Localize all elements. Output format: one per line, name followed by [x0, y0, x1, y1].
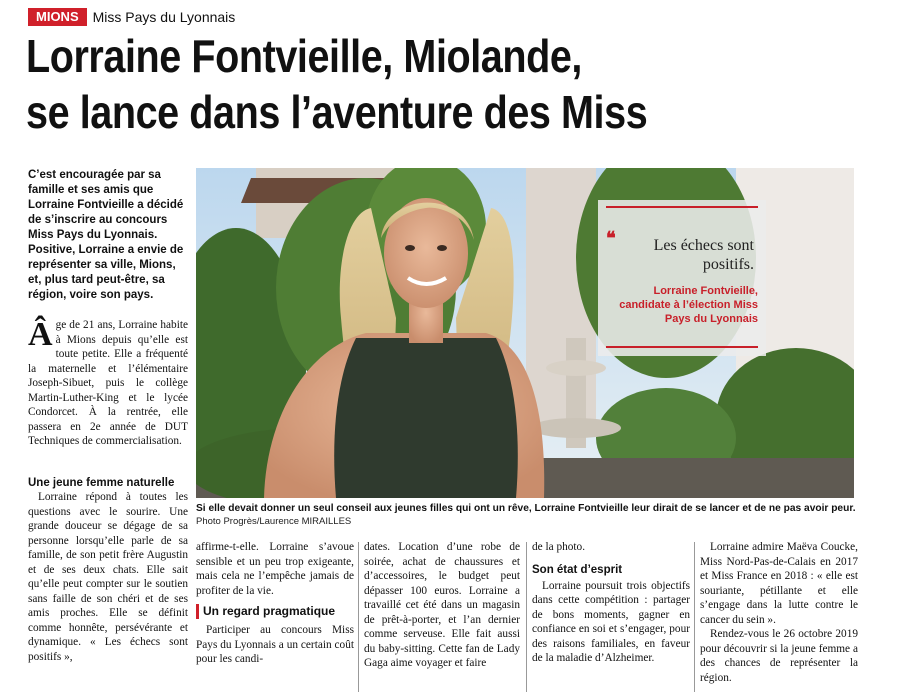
column-1-top	[28, 318, 188, 449]
section-label: Miss Pays du Lyonnais	[92, 9, 236, 25]
col4-paragraph-2: Lorraine poursuit trois objectifs dans cette compétition : partager de bons moments, gagner en confiance en soi et s’engager, pour des raisons familiales, en faveur de la maladie d’Alzheimer.	[532, 579, 690, 664]
quote-author: Lorraine Fontvieille, candidate à l’élection Miss Pays du Lyonnais	[619, 285, 758, 325]
photo-caption: Si elle devait donner un seul conseil aux jeunes filles qui ont un rêve, Lorraine Fontvieille leur dirait de se lancer et de ne pas avoir peur.	[196, 503, 856, 514]
quote-rule-top	[606, 206, 758, 208]
subhead-natural: Une jeune femme naturelle	[28, 477, 175, 489]
section-kicker	[28, 8, 235, 26]
col3-paragraph-1: dates. Location d’une robe de soirée, achat de chaussures et d’accessoires, le budget peut dépasser 100 euros. Lorraine a travaillé cet été dans un magasin de prêt-à-porter, et l’an dernier comme serveuse. Elle fait aussi du baby-sitting. Cette fan de Lady Gaga aime voyager et faire	[364, 541, 520, 669]
headline	[26, 28, 886, 140]
subhead-pragmatic: Un regard pragmatique	[196, 604, 354, 619]
headline-line-1: Lorraine Fontvieille, Miolande,	[26, 30, 582, 82]
photo-credit: Photo Progrès/Laurence MIRAILLES	[196, 516, 352, 527]
column-4	[532, 540, 690, 666]
col4-paragraph-1: de la photo.	[532, 541, 586, 553]
col2-paragraph-1: affirme-t-elle. Lorraine s’avoue sensible et un peu trop exigeante, mais cela ne l’empêche jamais de profiter de la vie.	[196, 541, 354, 597]
column-separator	[358, 542, 359, 692]
quote-text: Les échecs sont positifs.	[653, 237, 754, 273]
pull-quote	[598, 200, 766, 356]
column-3	[364, 540, 520, 671]
column-5	[700, 540, 858, 685]
column-2	[196, 540, 354, 667]
quote-rule-bottom	[606, 346, 758, 348]
column-separator	[526, 542, 527, 692]
col5-paragraph-2: Rendez-vous le 26 octobre 2019 pour découvrir si la jeune femme a des chances de représenter la région.	[700, 628, 858, 684]
column-1-bottom	[28, 476, 188, 664]
col1-paragraph-2: Lorraine répond à toutes les questions avec le sourire. Une grande douceur se dégage de sa personne lorsqu’elle parle de sa famille, de son petit frère Augustin et de ses deux chats. Elle sait qu’elle peut compter sur le soutien sans faille de son chéri et de ses amis proches. Elle se définit comme honnête, persévérante et dynamique. « Les échecs sont positifs »,	[28, 491, 188, 663]
col2-paragraph-2: Participer au concours Miss Pays du Lyonnais a un certain coût pour les candi-	[196, 624, 354, 665]
column-separator	[694, 542, 695, 692]
location-tag: MIONS	[28, 8, 87, 26]
lead-paragraph: C’est encouragée par sa famille et ses amis que Lorraine Fontvieille a décidé de s’inscrire au concours Miss Pays du Lyonnais. Positive, Lorraine a envie de représenter sa ville, Mions, et, plus tard peut-être, sa région, voire son pays.	[28, 169, 184, 301]
headline-line-2: se lance dans l’aventure des Miss	[26, 86, 648, 138]
col5-paragraph-1: Lorraine admire Maëva Coucke, Miss Nord-Pas-de-Calais en 2017 et Miss France en 2018 : « elle est souriante, pétillante et elle s’engage dans la lutte contre le cancer du sein ».	[700, 541, 858, 626]
subhead-state-of-mind: Son état d’esprit	[532, 563, 623, 576]
dropcap: Â	[28, 316, 53, 353]
col1-paragraph-1: ge de 21 ans, Lorraine habite à Mions depuis qu’elle est toute petite. Elle a fréquenté la maternelle et l’élémentaire Joseph-Sibuet, puis le collège Martin-Luther-King et le lycée Condorcet. À la rentrée, elle passera en 2e année de DUT Techniques de commercialisation.	[28, 319, 188, 447]
open-quote-icon: ❝	[606, 228, 616, 248]
